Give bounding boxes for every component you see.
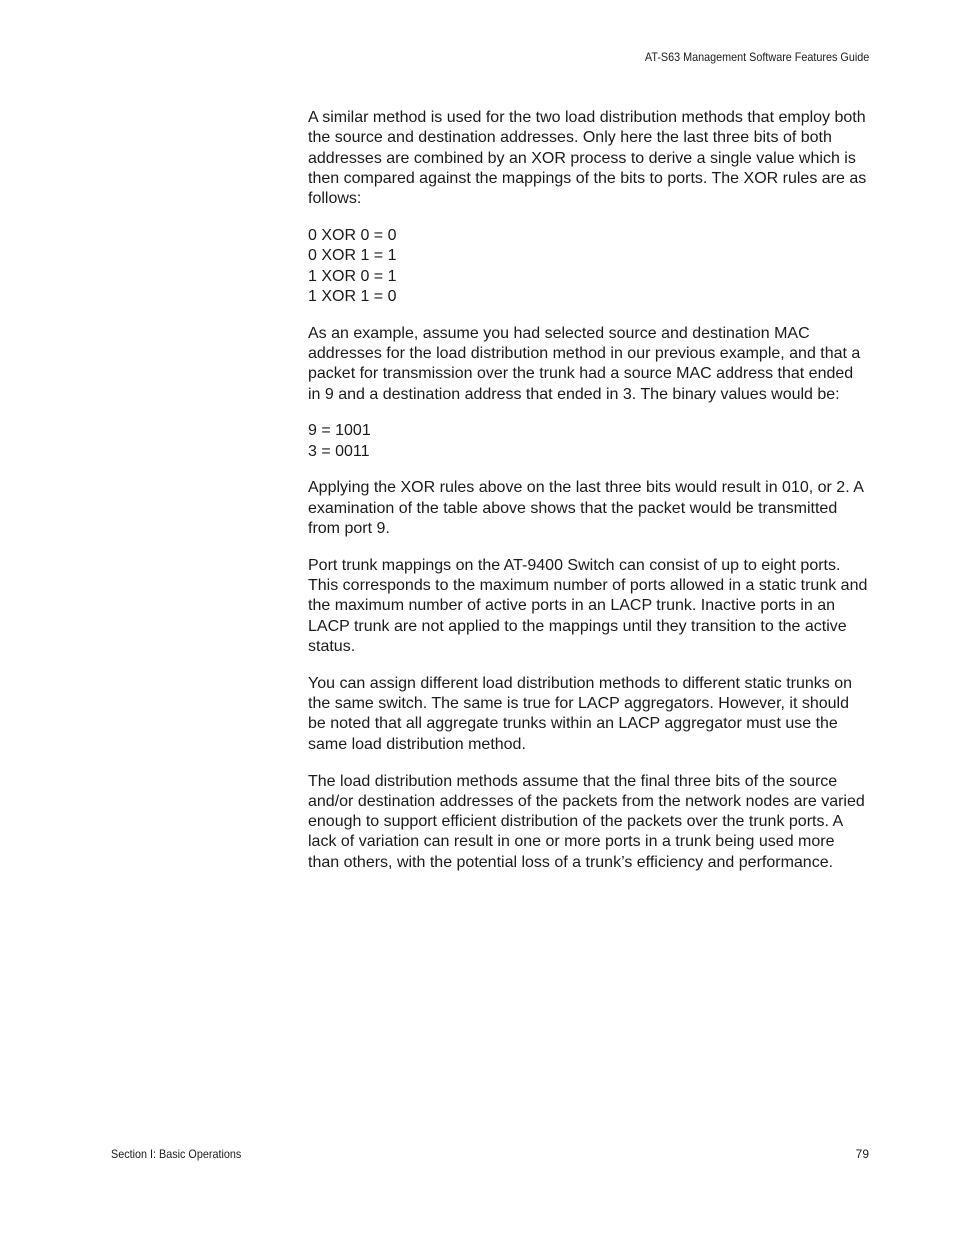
paragraph-mappings: Port trunk mappings on the AT-9400 Switch can consist of up to eight ports. This corresponds to the maximum number of ports allowed in a static trunk and the maximum number of active ports in an LACP trunk. Inactive ports in an LACP trunk are not applied to the mappings until they transition to the active status. [308, 556, 868, 656]
page-number: 79 [855, 1147, 869, 1161]
paragraph-variation: The load distribution methods assume that the final three bits of the source and/or destination addresses of the packets from the network nodes are varied enough to support efficient distribution of the packets over the trunk ports. A lack of variation can result in one or more ports in a trunk being used more than others, with the potential loss of a trunk’s efficiency and performance. [308, 772, 865, 871]
footer-section: Section I: Basic Operations [111, 1147, 242, 1161]
page-body [308, 108, 870, 890]
binary-value: 3 = 0011 [308, 442, 370, 460]
paragraph-static-trunks: You can assign different load distribution methods to different static trunks on the same switch. The same is true for LACP aggregators. However, it should be noted that all aggregate trunks within an LACP aggregator must use the same load distribution method. [308, 674, 853, 753]
xor-rule: 1 XOR 1 = 0 [308, 287, 397, 305]
xor-rule: 0 XOR 0 = 0 [308, 226, 397, 244]
running-header: AT-S63 Management Software Features Guide [644, 50, 869, 64]
binary-value: 9 = 1001 [308, 422, 371, 440]
binary-values-list [308, 421, 870, 462]
xor-rules-list [308, 226, 870, 307]
paragraph-example: As an example, assume you had selected source and destination MAC addresses for the load distribution method in our previous example, and that a packet for transmission over the trunk had a source MAC address that ended in 9 and a destination address that ended in 3. The binary values would be: [308, 324, 861, 403]
xor-rule: 1 XOR 0 = 1 [308, 267, 397, 285]
paragraph-result: Applying the XOR rules above on the last three bits would result in 010, or 2. A examination of the table above shows that the packet would be transmitted from port 9. [308, 479, 863, 538]
paragraph-xor-intro: A similar method is used for the two load distribution methods that employ both the source and destination addresses. Only here the last three bits of both addresses are combined by an XOR process to derive a single value which is then compared against the mappings of the bits to ports. The XOR rules are as follows: [308, 109, 867, 208]
xor-rule: 0 XOR 1 = 1 [308, 247, 397, 265]
